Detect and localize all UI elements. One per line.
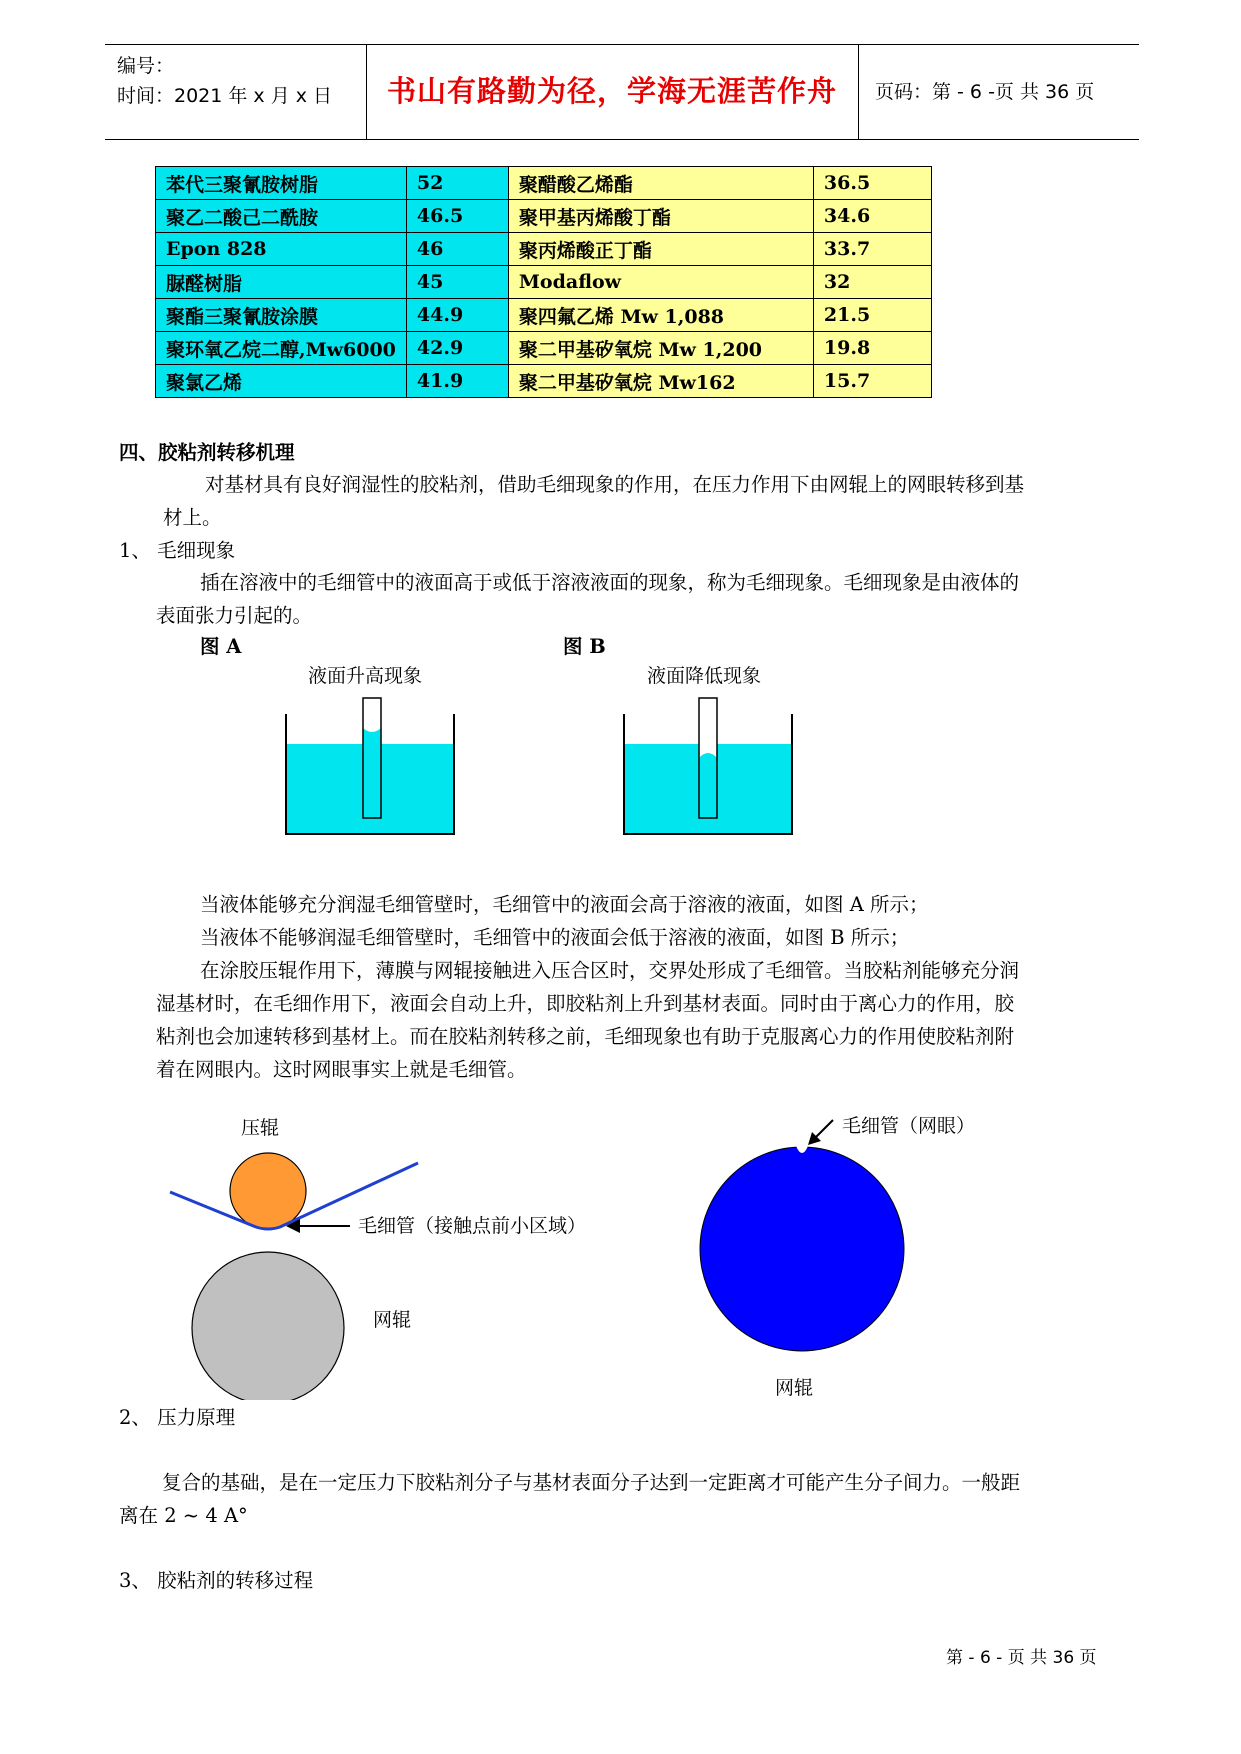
- time-label: 时间：2021 年 x 月 x 日: [117, 85, 333, 107]
- table-row: [156, 332, 932, 365]
- material-name-cell: 苯代三聚氰胺树脂: [156, 167, 407, 200]
- table-row: [156, 365, 932, 398]
- material-name-cell: 脲醛树脂: [156, 266, 407, 299]
- capillary-fall-diagram: [618, 690, 798, 840]
- surface-tension-cell: 52: [406, 167, 508, 200]
- capillary-contact-label: 毛细管（接触点前小区域）: [358, 1215, 587, 1237]
- figure-a-label: 图 A: [200, 635, 242, 658]
- arrow-line: [814, 1120, 833, 1139]
- material-name-cell: 聚乙二酸己二酰胺: [156, 200, 407, 233]
- table-row: [156, 299, 932, 332]
- surface-tension-cell: 21.5: [813, 299, 931, 332]
- surface-tension-cell: 19.8: [813, 332, 931, 365]
- paragraph-line: 着在网眼内。这时网眼事实上就是毛细管。: [156, 1058, 527, 1081]
- roll-nip-diagram: [150, 1100, 630, 1400]
- material-name-cell: Modaflow: [508, 266, 813, 299]
- intro-line: 材上。: [163, 506, 222, 529]
- paragraph-line: 表面张力引起的。: [156, 604, 313, 627]
- material-name-cell: 聚四氟乙烯 Mw 1,088: [508, 299, 813, 332]
- surface-tension-cell: 45: [406, 266, 508, 299]
- surface-tension-cell: 34.6: [813, 200, 931, 233]
- paragraph-line: 粘剂也会加速转移到基材上。而在胶粘剂转移之前，毛细现象也有助于克服离心力的作用使胶粘剂附: [156, 1025, 1015, 1048]
- header-meta: [117, 51, 332, 111]
- surface-tension-cell: 46: [406, 233, 508, 266]
- material-name-cell: 聚二甲基矽氧烷 Mw 1,200: [508, 332, 813, 365]
- capillary-liquid-lowered: [699, 753, 717, 818]
- anilox-roll-blue: [700, 1147, 904, 1351]
- surface-tension-table: [155, 166, 932, 398]
- subsection-heading: 1、 毛细现象: [119, 539, 236, 562]
- subsection-heading: 3、 胶粘剂的转移过程: [119, 1569, 314, 1592]
- table-row: [156, 167, 932, 200]
- header-page-label: 页码：第 - 6 -页 共 36 页: [875, 81, 1095, 103]
- header-motto: 书山有路勤为径，学海无涯苦作舟: [386, 74, 837, 108]
- subsection-heading: 2、 压力原理: [119, 1406, 236, 1429]
- paragraph-line: 当液体不能够润湿毛细管壁时，毛细管中的液面会低于溶液的液面，如图 B 所示；: [200, 926, 910, 949]
- anilox-cell-diagram: [690, 1110, 930, 1360]
- press-roll: [230, 1153, 306, 1229]
- page-footer: 第 - 6 - 页 共 36 页: [946, 1648, 1097, 1668]
- surface-tension-cell: 41.9: [406, 365, 508, 398]
- press-roll-label: 压辊: [241, 1117, 280, 1139]
- anilox-roll-label: 网辊: [373, 1309, 412, 1331]
- material-name-cell: Epon 828: [156, 233, 407, 266]
- material-name-cell: 聚丙烯酸正丁酯: [508, 233, 813, 266]
- surface-tension-cell: 15.7: [813, 365, 931, 398]
- paragraph-line: 在涂胶压辊作用下，薄膜与网辊接触进入压合区时，交界处形成了毛细管。当胶粘剂能够充分润: [200, 959, 1020, 982]
- anilox-roll-label: 网辊: [775, 1377, 814, 1399]
- beaker-liquid: [286, 744, 454, 834]
- material-name-cell: 聚醋酸乙烯酯: [508, 167, 813, 200]
- surface-tension-cell: 32: [813, 266, 931, 299]
- figure-a-caption: 液面升高现象: [308, 665, 423, 687]
- paragraph-line: 插在溶液中的毛细管中的液面高于或低于溶液液面的现象，称为毛细现象。毛细现象是由液体的: [200, 571, 1020, 594]
- surface-tension-cell: 42.9: [406, 332, 508, 365]
- paragraph-line: 离在 2 ~ 4 A°: [119, 1504, 248, 1527]
- surface-tension-cell: 46.5: [406, 200, 508, 233]
- intro-line: 对基材具有良好润湿性的胶粘剂，借助毛细现象的作用，在压力作用下由网辊上的网眼转移到基: [205, 473, 1025, 496]
- material-name-cell: 聚环氧乙烷二醇,Mw6000: [156, 332, 407, 365]
- paragraph-line: 当液体能够充分润湿毛细管壁时，毛细管中的液面会高于溶液的液面，如图 A 所示；: [200, 893, 929, 916]
- material-name-cell: 聚二甲基矽氧烷 Mw162: [508, 365, 813, 398]
- figure-b-label: 图 B: [563, 635, 606, 658]
- capillary-rise-diagram: [280, 690, 460, 840]
- header-divider: [858, 45, 859, 139]
- capillary-cell-label: 毛细管（网眼）: [842, 1115, 976, 1137]
- surface-tension-cell: 44.9: [406, 299, 508, 332]
- table-row: [156, 266, 932, 299]
- table-row: [156, 233, 932, 266]
- surface-tension-cell: 36.5: [813, 167, 931, 200]
- material-name-cell: 聚氯乙烯: [156, 365, 407, 398]
- paragraph-line: 湿基材时，在毛细作用下，液面会自动上升，即胶粘剂上升到基材表面。同时由于离心力的作用，胶: [156, 992, 1015, 1015]
- paragraph-line: 复合的基础，是在一定压力下胶粘剂分子与基材表面分子达到一定距离才可能产生分子间力。一般距: [162, 1471, 1021, 1494]
- figure-b-caption: 液面降低现象: [647, 665, 762, 687]
- section-heading: 四、胶粘剂转移机理: [119, 441, 295, 464]
- anilox-roll: [192, 1252, 344, 1400]
- surface-tension-cell: 33.7: [813, 233, 931, 266]
- serial-label: 编号：: [117, 55, 175, 77]
- page-header: [105, 44, 1139, 140]
- material-name-cell: 聚甲基丙烯酸丁酯: [508, 200, 813, 233]
- table-row: [156, 200, 932, 233]
- material-name-cell: 聚酯三聚氰胺涂膜: [156, 299, 407, 332]
